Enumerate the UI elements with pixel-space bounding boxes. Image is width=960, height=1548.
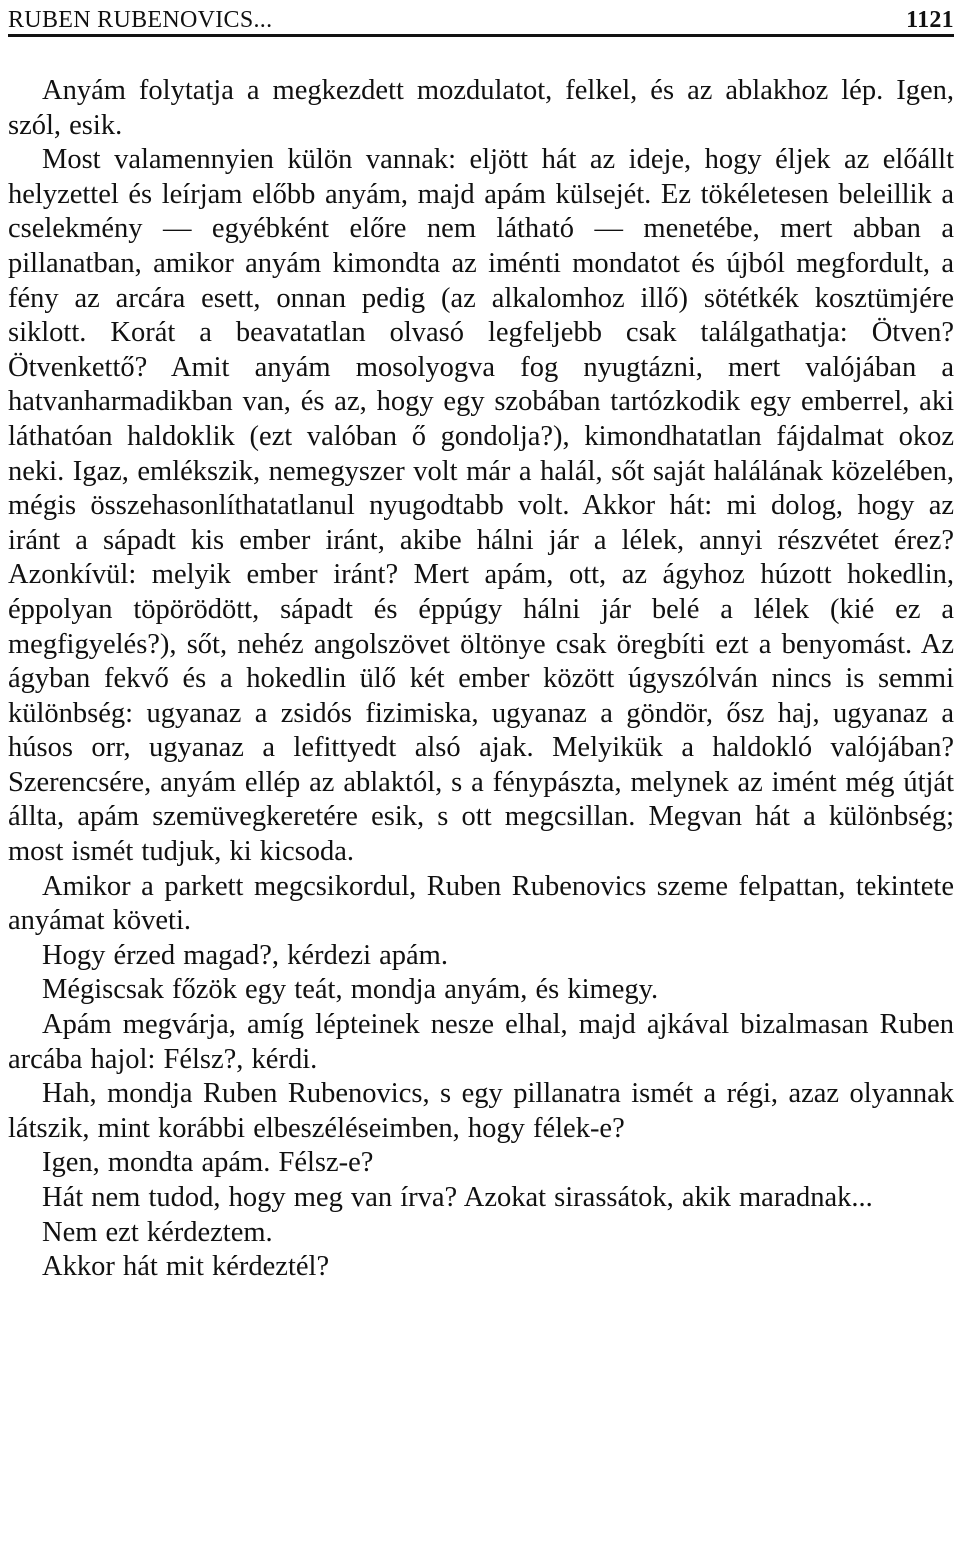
paragraph: Mégiscsak főzök egy teát, mondja anyám, és kimegy. bbox=[42, 974, 659, 1006]
paragraph: Most valamennyien külön vannak: eljött hát az ideje, hogy éljek az előállt helyzettel és leírjam előbb anyám, majd apám külsejét. Ez tökéletesen beleillik a cselekmény — egyébként előre nem látható — menetébe, mert abban a pillanatban, amikor anyám kimondta az iménti mondatot és újból megfordult, a fény az arcára esett, onnan pedig (az alkalomhoz illő) sötétkék kosztümjére siklott. Korát a beavatatlan olvasó legfeljebb csak találgathatja: Ötven? Ötvenkettő? Amit anyám mosolyogva fog nyugtázni, mert valójában a hatvanharmadikban van, és az, hogy egy szobában tartózkodik egy emberrel, aki láthatóan haldoklik (ezt valóban ő gondolja?), kimondhatatlan fájdalmat okoz neki. Igaz, emlékszik, nemegyszer volt már a halál, sőt saját halálának közelében, mégis összehasonlíthatatlanul nyugodtabb volt. Akkor hát: mi dolog, hogy az iránt a sápadt kis ember iránt, akibe hálni jár a lélek, annyi részvétet érez? Azonkívül: melyik ember iránt? Mert apám, ott, az ágyhoz húzott hokedlin, éppolyan töpörödött, sápadt és éppúgy hálni jár belé a lélek (kié ez a megfigyelés?), sőt, nehéz angolszövet öltönye csak öregbíti ezt a benyomást. Az ágyban fekvő és a hokedlin ülő két ember között úgyszólván nincs is semmi különbség: ugyanaz a zsidós fizimiska, ugyanaz a göndör, ősz haj, ugyanaz a húsos orr, ugyanaz a lefittyedt alsó ajak. Melyikük a haldokló valójában? Szerencsére, anyám ellép az ablaktól, s a fénypászta, melynek az imént még útját állta, apám szemüvegkeretére esik, s ott megcsillan. Megvan hát a különbség; most ismét tudjuk, ki kicsoda. bbox=[8, 144, 954, 868]
paragraph: Hogy érzed magad?, kérdezi apám. bbox=[42, 939, 448, 971]
paragraph: Amikor a parkett megcsikordul, Ruben Rubenovics szeme felpattan, tekintete anyámat követi. bbox=[8, 870, 954, 937]
paragraph: Akkor hát mit kérdeztél? bbox=[42, 1251, 330, 1283]
paragraph: Anyám folytatja a megkezdett mozdulatot, felkel, és az ablakhoz lép. Igen, szól, esik. bbox=[8, 75, 954, 141]
paragraph: Apám megvárja, amíg lépteinek nesze elhal, majd ajkával bizalmasan Ruben arcába hajol: Félsz?, kérdi. bbox=[8, 1009, 954, 1075]
paragraph: Hah, mondja Ruben Rubenovics, s egy pillanatra ismét a régi, azaz olyannak látszik, mint korábbi elbeszéléseimben, hogy félek-e? bbox=[8, 1078, 954, 1144]
paragraph: Hát nem tudod, hogy meg van írva? Azokat sirassátok, akik maradnak... bbox=[42, 1182, 873, 1213]
running-title: RUBEN RUBENOVICS... bbox=[8, 7, 273, 33]
body-text bbox=[8, 74, 954, 1285]
page-number: 1121 bbox=[906, 7, 954, 33]
paragraph: Igen, mondta apám. Félsz-e? bbox=[42, 1147, 374, 1179]
running-header bbox=[8, 4, 954, 37]
paragraph: Nem ezt kérdeztem. bbox=[42, 1216, 273, 1248]
